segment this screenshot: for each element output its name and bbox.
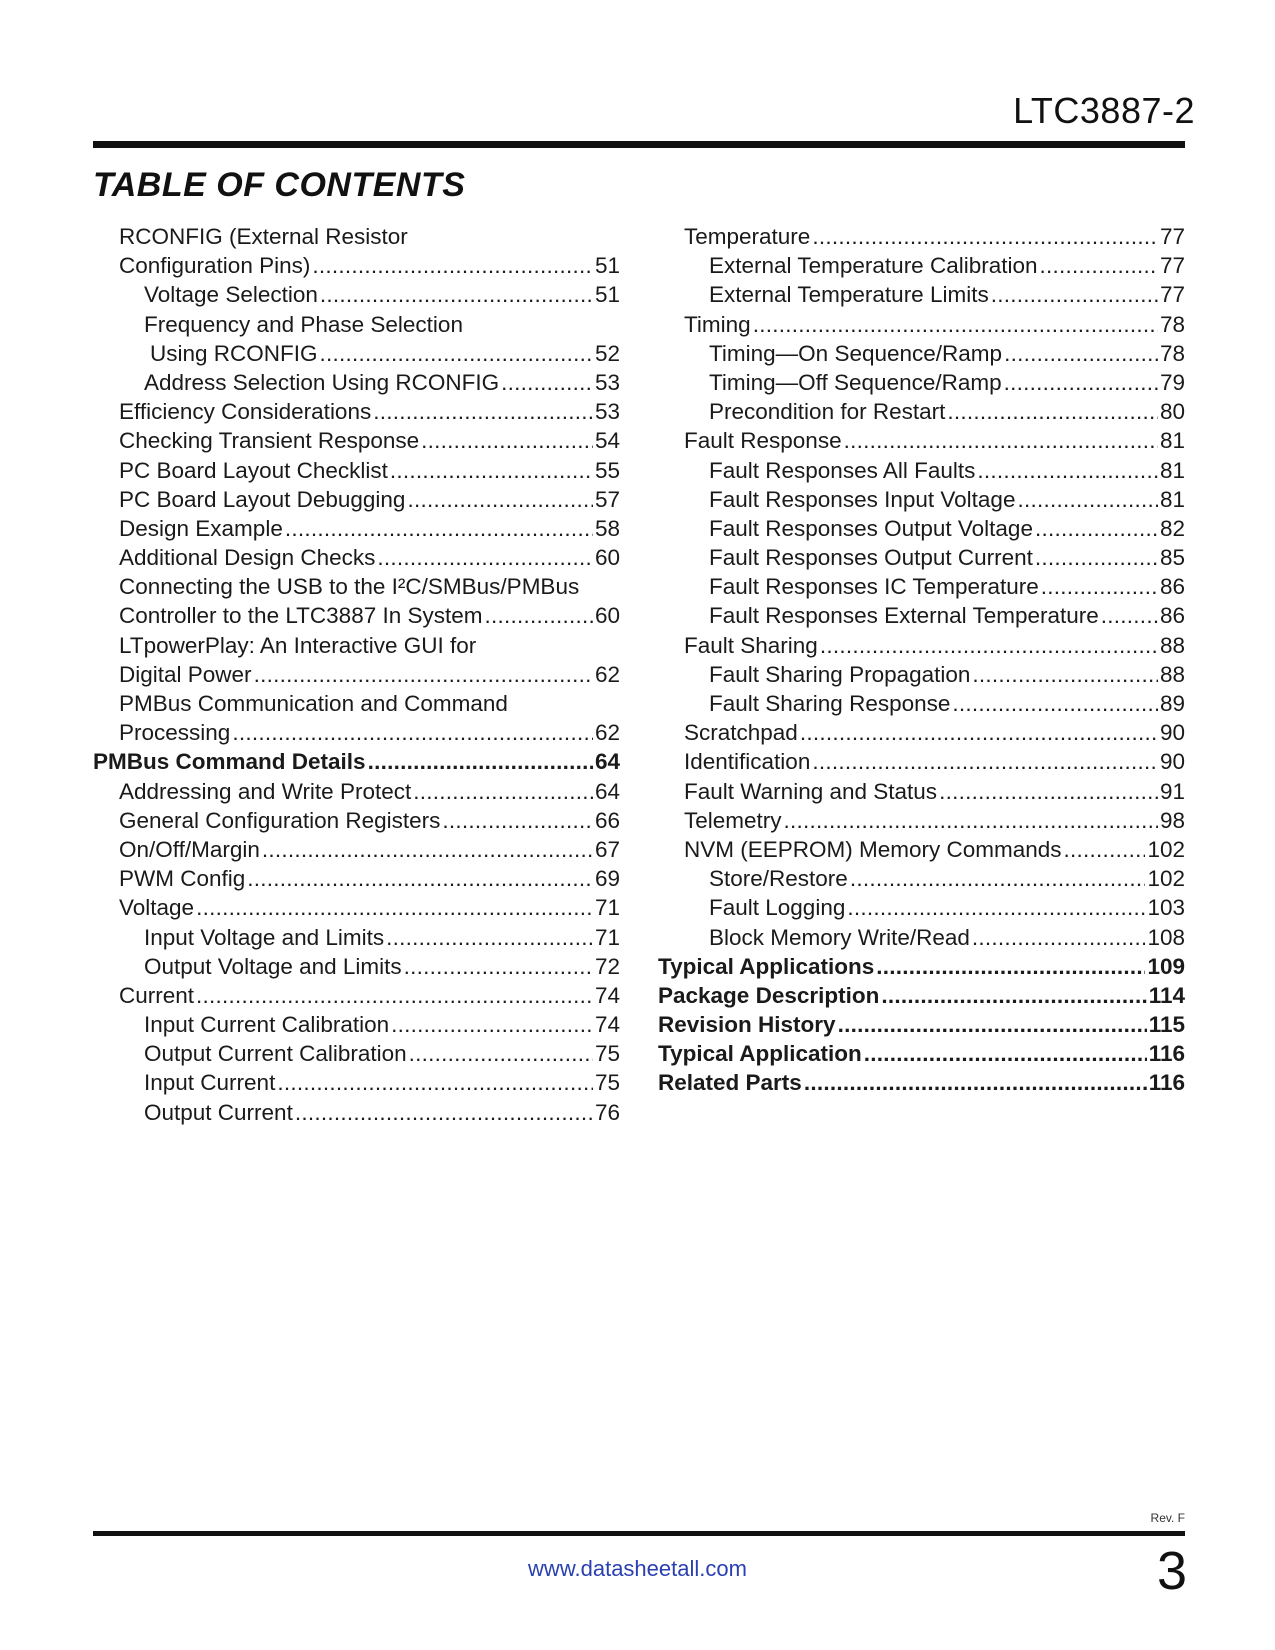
toc-entry-page: 51 [594, 253, 620, 279]
toc-entry[interactable] [93, 718, 620, 747]
toc-entry-title: Digital Power [119, 661, 252, 687]
toc-entry-title: Checking Transient Response [119, 428, 420, 454]
toc-entry-page: 77 [1159, 282, 1185, 308]
toc-entry-title: Voltage Selection [144, 282, 318, 308]
toc-entry-title: PC Board Layout Debugging [119, 486, 406, 512]
toc-entry[interactable] [658, 572, 1185, 601]
dot-leader [285, 514, 593, 543]
page-number: 3 [1156, 1541, 1187, 1601]
dot-leader [977, 456, 1158, 485]
toc-entry-title: PWM Config [119, 866, 246, 892]
toc-entry-title: Timing [684, 311, 751, 337]
part-number: LTC3887-2 [1013, 90, 1195, 131]
dot-leader [812, 222, 1158, 251]
toc-entry[interactable] [658, 689, 1185, 718]
toc-left-column [93, 222, 620, 1127]
toc-entry-page: 62 [594, 720, 620, 746]
toc-right-column [658, 222, 1185, 1098]
dot-leader [1101, 601, 1158, 630]
toc-entry-title: Input Voltage and Limits [144, 924, 385, 950]
toc-entry-title: LTpowerPlay: An Interactive GUI for [119, 632, 477, 658]
toc-entry[interactable] [93, 572, 620, 601]
toc-entry-title: Connecting the USB to the I²C/SMBus/PMBus [119, 574, 580, 600]
toc-entry-page: 71 [594, 924, 620, 950]
toc-entry[interactable] [658, 426, 1185, 455]
toc-entry[interactable] [93, 456, 620, 485]
toc-entry-title: Scratchpad [684, 720, 798, 746]
toc-entry-title: Fault Sharing Response [709, 691, 951, 716]
toc-entry-title: Current [119, 982, 195, 1008]
toc-entry-title: Fault Responses Output Voltage [709, 515, 1033, 541]
toc-entry-page: 60 [594, 545, 620, 571]
dot-leader [421, 426, 593, 455]
dot-leader [952, 689, 1158, 718]
dot-leader [277, 1068, 593, 1097]
toc-entry-title: RCONFIG (External Resistor [119, 224, 408, 249]
toc-entry-title: Configuration Pins) [119, 253, 311, 279]
toc-entry[interactable] [93, 1010, 620, 1039]
toc-entry[interactable] [93, 631, 620, 660]
dot-leader [881, 981, 1146, 1010]
toc-entry[interactable] [93, 806, 620, 835]
toc-entry-title: Using RCONFIG [150, 340, 318, 366]
toc-entry-page: 88 [1159, 632, 1185, 658]
toc-entry[interactable] [658, 952, 1185, 981]
toc-entry-page: 81 [1159, 486, 1185, 512]
toc-entry-page: 81 [1159, 457, 1185, 483]
toc-entry-page: 102 [1147, 866, 1185, 892]
toc-entry[interactable] [93, 222, 620, 251]
toc-entry[interactable] [93, 1039, 620, 1068]
toc-entry-title: Address Selection Using RCONFIG [144, 369, 500, 395]
toc-entry[interactable] [658, 251, 1185, 280]
toc-entry-title: Identification [684, 749, 811, 775]
toc-entry-page: 90 [1159, 749, 1185, 775]
toc-entry[interactable] [93, 514, 620, 543]
toc-entry[interactable] [93, 485, 620, 514]
toc-entry-page: 75 [594, 1070, 620, 1096]
dot-leader [413, 777, 593, 806]
dot-leader [373, 397, 593, 426]
toc-entry-title: PMBus Communication and Command [119, 691, 508, 716]
toc-entry[interactable] [658, 456, 1185, 485]
toc-entry-title: Fault Sharing Propagation [709, 661, 971, 687]
toc-entry-title: Controller to the LTC3887 In System [119, 603, 483, 629]
dot-leader [1004, 339, 1158, 368]
toc-entry[interactable] [93, 864, 620, 893]
toc-entry-title: Typical Application [658, 1041, 862, 1067]
dot-leader [812, 747, 1158, 776]
toc-entry-page: 52 [594, 340, 620, 366]
toc-entry-page: 75 [594, 1041, 620, 1067]
dot-leader [876, 952, 1145, 981]
toc-entry[interactable] [93, 981, 620, 1010]
dot-leader [390, 456, 593, 485]
toc-entry-title: Frequency and Phase Selection [144, 311, 463, 337]
toc-entry[interactable] [93, 689, 620, 718]
toc-entry[interactable] [658, 310, 1185, 339]
dot-leader [820, 631, 1158, 660]
dot-leader [501, 368, 593, 397]
toc-entry-title: Fault Responses IC Temperature [709, 574, 1039, 600]
toc-entry[interactable] [658, 485, 1185, 514]
toc-entry-page: 86 [1159, 574, 1185, 600]
toc-entry[interactable] [93, 601, 620, 630]
toc-entry-page: 66 [594, 807, 620, 833]
toc-entry-page: 103 [1147, 895, 1185, 921]
toc-entry[interactable] [658, 864, 1185, 893]
toc-entry-page: 115 [1148, 1012, 1185, 1038]
toc-entry-page: 78 [1159, 340, 1185, 366]
toc-entry-title: Additional Design Checks [119, 545, 376, 571]
toc-entry-page: 109 [1147, 953, 1185, 979]
dot-leader [1041, 572, 1158, 601]
dot-leader [804, 1068, 1147, 1097]
toc-entry-title: Related Parts [658, 1070, 802, 1096]
revision-label: Rev. F [1150, 1511, 1185, 1525]
toc-entry-title: Efficiency Considerations [119, 399, 372, 425]
toc-entry[interactable] [658, 368, 1185, 397]
toc-entry-page: 77 [1159, 224, 1185, 249]
toc-entry[interactable] [658, 1039, 1185, 1068]
toc-entry-title: PC Board Layout Checklist [119, 457, 388, 483]
toc-entry[interactable] [93, 777, 620, 806]
dot-leader [864, 1039, 1147, 1068]
toc-entry-page: 89 [1159, 691, 1185, 716]
toc-entry-page: 74 [594, 1012, 620, 1038]
toc-entry[interactable] [658, 631, 1185, 660]
toc-entry[interactable] [93, 251, 620, 280]
toc-entry[interactable] [658, 397, 1185, 426]
toc-entry-title: Store/Restore [709, 866, 848, 892]
toc-entry-title: Telemetry [684, 807, 782, 833]
toc-entry-title: Fault Warning and Status [684, 778, 938, 804]
toc-entry-title: General Configuration Registers [119, 807, 441, 833]
dot-leader [377, 543, 593, 572]
dot-leader [262, 835, 593, 864]
dot-leader [404, 952, 593, 981]
toc-entry[interactable] [93, 310, 620, 339]
toc-entry-page: 58 [594, 515, 620, 541]
toc-entry-page: 71 [594, 895, 620, 921]
toc-entry[interactable] [93, 835, 620, 864]
dot-leader [485, 601, 593, 630]
dot-leader [847, 893, 1145, 922]
toc-entry-page: 57 [594, 486, 620, 512]
toc-entry-page: 62 [594, 661, 620, 687]
toc-entry-page: 85 [1159, 545, 1185, 571]
toc-entry-title: Fault Responses Output Current [709, 545, 1033, 571]
dot-leader [295, 1098, 593, 1127]
toc-entry-page: 79 [1159, 369, 1185, 395]
toc-entry[interactable] [658, 1010, 1185, 1039]
dot-leader [1004, 368, 1158, 397]
toc-entry-page: 81 [1159, 428, 1185, 454]
toc-entry-page: 91 [1159, 778, 1185, 804]
toc-entry[interactable] [93, 952, 620, 981]
dot-leader [312, 251, 593, 280]
toc-entry-page: 77 [1159, 253, 1185, 279]
toc-entry-title: Timing—On Sequence/Ramp [709, 340, 1003, 366]
toc-entry[interactable] [658, 718, 1185, 747]
toc-entry-page: 60 [594, 603, 620, 629]
toc-entry[interactable] [658, 514, 1185, 543]
toc-entry-title: On/Off/Margin [119, 836, 260, 862]
toc-entry[interactable] [93, 747, 620, 776]
toc-entry-title: Precondition for Restart [709, 399, 946, 425]
toc-entry-title: Fault Sharing [684, 632, 818, 658]
toc-entry[interactable] [658, 222, 1185, 251]
toc-entry[interactable] [658, 280, 1185, 309]
dot-leader [409, 1039, 593, 1068]
toc-entry-page: 55 [594, 457, 620, 483]
toc-entry-title: Voltage [119, 895, 195, 921]
toc-entry-page: 74 [594, 982, 620, 1008]
toc-entry[interactable] [658, 981, 1185, 1010]
toc-entry-page: 88 [1159, 661, 1185, 687]
toc-entry-title: Processing [119, 720, 231, 746]
toc-entry[interactable] [658, 339, 1185, 368]
toc-entry-title: Output Voltage and Limits [144, 953, 402, 979]
toc-entry[interactable] [93, 543, 620, 572]
toc-entry-page: 80 [1159, 399, 1185, 425]
dot-leader [320, 280, 593, 309]
toc-entry-page: 108 [1147, 924, 1185, 950]
toc-entry[interactable] [93, 280, 620, 309]
toc-entry[interactable] [93, 1068, 620, 1097]
dot-leader [232, 718, 593, 747]
dot-leader [1017, 485, 1158, 514]
dot-leader [407, 485, 593, 514]
toc-entry-page: 76 [594, 1099, 620, 1125]
toc-entry-title: Output Current [144, 1099, 293, 1125]
dot-leader [1035, 543, 1158, 572]
toc-entry[interactable] [93, 1098, 620, 1127]
toc-entry-title: PMBus Command Details [93, 749, 366, 775]
toc-entry-page: 90 [1159, 720, 1185, 746]
toc-entry-page: 72 [594, 953, 620, 979]
dot-leader [1035, 514, 1158, 543]
dot-leader [844, 426, 1158, 455]
toc-entry-page: 67 [594, 836, 620, 862]
toc-entry-title: Addressing and Write Protect [119, 778, 412, 804]
toc-entry-page: 53 [594, 369, 620, 395]
toc-entry-title: Fault Logging [709, 895, 846, 921]
toc-entry-title: Design Example [119, 515, 283, 541]
toc-entry[interactable] [93, 426, 620, 455]
footer-rule [93, 1531, 1185, 1536]
toc-entry[interactable] [93, 339, 620, 368]
toc-entry[interactable] [93, 368, 620, 397]
toc-entry[interactable] [658, 923, 1185, 952]
dot-leader [196, 981, 593, 1010]
toc-entry-page: 82 [1159, 515, 1185, 541]
toc-entry-page: 86 [1159, 603, 1185, 629]
toc-entry-title: Typical Applications [658, 953, 875, 979]
page-title: TABLE OF CONTENTS [93, 166, 466, 204]
dot-leader [850, 864, 1146, 893]
dot-leader [991, 280, 1158, 309]
toc-entry[interactable] [93, 397, 620, 426]
toc-entry-page: 51 [594, 282, 620, 308]
dot-leader [1064, 835, 1146, 864]
toc-entry-page: 116 [1148, 1041, 1185, 1067]
toc-entry-title: NVM (EEPROM) Memory Commands [684, 836, 1062, 862]
toc-entry-title: Timing—Off Sequence/Ramp [709, 369, 1002, 395]
toc-entry[interactable] [658, 835, 1185, 864]
toc-entry[interactable] [93, 660, 620, 689]
toc-entry-title: Fault Responses Input Voltage [709, 486, 1016, 512]
toc-entry[interactable] [658, 1068, 1185, 1097]
toc-entry-title: Output Current Calibration [144, 1041, 407, 1067]
dot-leader [391, 1010, 593, 1039]
header-rule [93, 141, 1185, 148]
toc-entry[interactable] [93, 893, 620, 922]
toc-entry-page: 64 [594, 749, 620, 775]
toc-entry-title: External Temperature Calibration [709, 253, 1038, 279]
toc-entry-title: External Temperature Limits [709, 282, 989, 308]
toc-entry-page: 114 [1148, 982, 1185, 1008]
toc-entry-page: 64 [594, 778, 620, 804]
toc-entry-title: Block Memory Write/Read [709, 924, 970, 950]
toc-entry[interactable] [658, 601, 1185, 630]
dot-leader [196, 893, 593, 922]
toc-entry-page: 98 [1159, 807, 1185, 833]
toc-entry-title: Fault Responses External Temperature [709, 603, 1099, 629]
dot-leader [1040, 251, 1158, 280]
toc-entry[interactable] [658, 747, 1185, 776]
dot-leader [939, 777, 1158, 806]
toc-entry[interactable] [658, 893, 1185, 922]
toc-entry[interactable] [658, 806, 1185, 835]
website-link[interactable]: www.datasheetall.com [528, 1556, 747, 1581]
toc-entry[interactable] [658, 543, 1185, 572]
toc-entry[interactable] [93, 923, 620, 952]
toc-entry-page: 102 [1147, 836, 1185, 862]
toc-entry-title: Fault Response [684, 428, 842, 454]
dot-leader [753, 310, 1158, 339]
dot-leader [368, 747, 593, 776]
toc-entry-page: 54 [594, 428, 620, 454]
dot-leader [972, 923, 1146, 952]
toc-entry-page: 78 [1159, 311, 1185, 337]
toc-entry-title: Input Current Calibration [144, 1012, 390, 1038]
toc-entry-title: Package Description [658, 982, 880, 1008]
dot-leader [247, 864, 593, 893]
dot-leader [320, 339, 593, 368]
toc-entry-title: Temperature [684, 224, 811, 249]
dot-leader [386, 923, 593, 952]
toc-entry[interactable] [658, 660, 1185, 689]
toc-entry-title: Revision History [658, 1012, 836, 1038]
toc-entry-page: 116 [1148, 1070, 1185, 1096]
dot-leader [972, 660, 1158, 689]
toc-entry[interactable] [658, 777, 1185, 806]
dot-leader [800, 718, 1158, 747]
dot-leader [838, 1010, 1147, 1039]
toc-entry-page: 53 [594, 399, 620, 425]
dot-leader [254, 660, 593, 689]
toc-entry-page: 69 [594, 866, 620, 892]
toc-entry-title: Fault Responses All Faults [709, 457, 976, 483]
toc-entry-title: Input Current [144, 1070, 276, 1096]
dot-leader [442, 806, 593, 835]
dot-leader [784, 806, 1158, 835]
dot-leader [947, 397, 1158, 426]
